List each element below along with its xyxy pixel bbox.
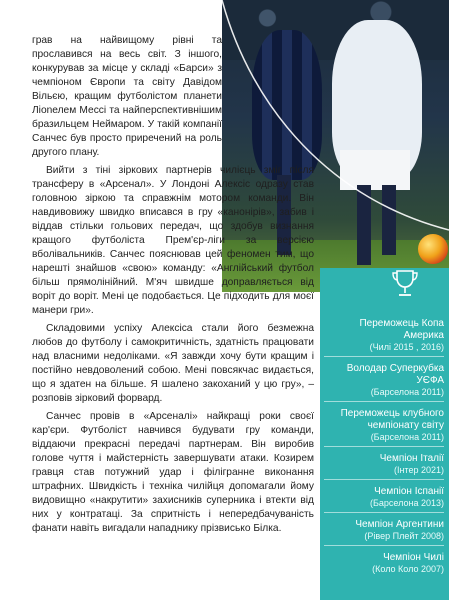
paragraph: грав на найвищому рівні та прославився на весь світ. З іншого, конкурував за місце у складі «Барси» з чемпіоном Європи та світу Давідом Вільєю, кращим футболістом планети Лionелем Мессі та найперспективнішим бразильцем Неймаром. У такій компанії Санчес був просто приречений на роль другого плану. xyxy=(32,35,222,158)
trophy-icon xyxy=(392,268,418,298)
awards-list xyxy=(324,318,444,581)
award-title: Чемпіон Італії xyxy=(379,453,444,464)
paragraph: Вийти з тіні зіркових партнерів чилієць зміг після трансферу в «Арсенал». У Лондоні Алексіс одразу став головною зіркою та справжнім мотором команди. Він навдивовижу швидко вписався в гру «канонірів», забив і віддав стільки гольових передач, що здобув визнання кращого футболіста Прем'єр-ліги за версією вболівальників. Санчес пояснював цей феномен тим, що нарешті знайшов «свою» команду: «Англійський футбол більш прямолінійний. М'яч швидше доправляється від воріт до воріт. Мені це подобається. Це підходить для моєї манери гри». xyxy=(32,165,314,316)
award-title: Чемпіон Аргентини xyxy=(355,519,444,530)
paragraph: Складовими успіху Алексіса стали його безмежна любов до футболу і самокритичність, здатність працювати над власними недоліками. «Я завжди хочу бути кращим і постійно невдоволений собою. Мені повсякчас видається, що я здатен на більше. Я шалено закоханий у цю гру», – розповів зірковий форвард. xyxy=(32,323,314,404)
article-text xyxy=(32,34,314,540)
award-detail: (Рівер Плейт 2008) xyxy=(364,531,444,541)
award-title: Володар Суперкубка УЄФА xyxy=(346,363,444,386)
award-item xyxy=(324,486,444,513)
award-detail: (Інтер 2021) xyxy=(393,465,444,475)
award-title: Переможець Копа Америка xyxy=(359,318,444,341)
award-title: Переможець клубного чемпіонату світу xyxy=(340,408,444,431)
award-detail: (Чилі 2015 , 2016) xyxy=(369,342,444,352)
award-item xyxy=(324,519,444,546)
award-detail: (Коло Коло 2007) xyxy=(372,564,444,574)
award-item xyxy=(324,363,444,402)
award-detail: (Барселона 2013) xyxy=(370,498,444,508)
award-title: Чемпіон Іспанії xyxy=(374,486,444,497)
divider xyxy=(324,512,444,513)
divider xyxy=(324,545,444,546)
divider xyxy=(324,401,444,402)
award-detail: (Барселона 2011) xyxy=(370,432,444,442)
paragraph: Санчес провів в «Арсеналі» найкращі роки своєї кар'єри. Футболіст навчився будувати гру команди, віддаючи прекрасні передачі партнерам. Він виробив голове чуття і майстерність завершувати атаки. Козирем гравця став потужний удар і філігранне виконання штрафних. Швидкість і техніка чилійця допомагали йому видовищно «накрутити» захисників суперника і втекти від них у контратаці. За спритність і непередбачуваність фанати навіть вигадали нападнику прізвисько Білка. xyxy=(32,411,314,534)
award-detail: (Барселона 2011) xyxy=(370,387,444,397)
divider xyxy=(324,446,444,447)
award-item xyxy=(324,408,444,447)
award-title: Чемпіон Чилі xyxy=(383,552,444,563)
award-item xyxy=(324,453,444,480)
divider xyxy=(324,356,444,357)
award-item xyxy=(324,318,444,357)
divider xyxy=(324,479,444,480)
award-item xyxy=(324,552,444,575)
